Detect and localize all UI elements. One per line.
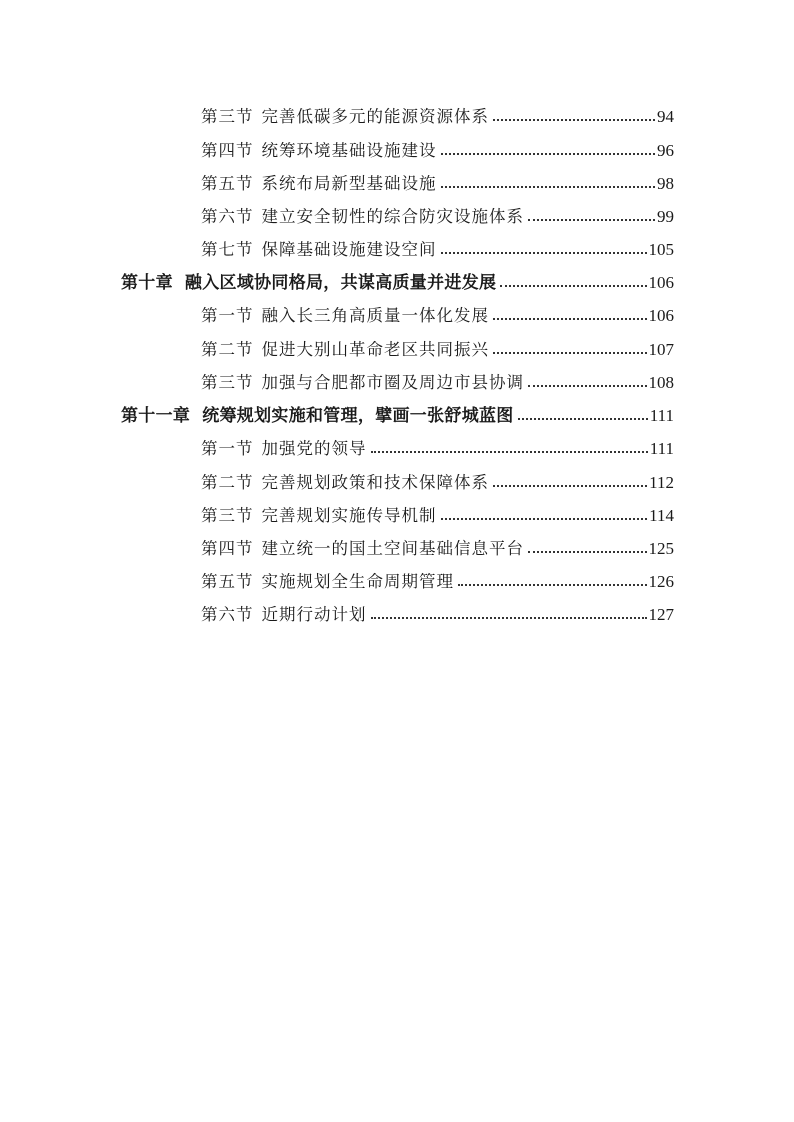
- toc-entry-label: [201, 601, 367, 628]
- toc-entry-number: 第四节: [201, 141, 254, 160]
- toc-entry-number: 第一节: [201, 306, 254, 325]
- dot-leader: [441, 518, 648, 520]
- toc-entry-title: 系统布局新型基础设施: [261, 174, 437, 193]
- toc-entry-number: 第三节: [201, 107, 254, 126]
- dot-leader: [371, 617, 647, 619]
- dot-leader: [371, 451, 648, 453]
- toc-entry-page-number: 106: [648, 306, 674, 325]
- toc-entry-section[interactable]: [201, 366, 674, 396]
- dot-leader: [500, 285, 646, 287]
- toc-entry-number: 第二节: [201, 473, 254, 492]
- dot-leader: [493, 119, 655, 121]
- toc-entry-label: [201, 103, 489, 130]
- toc-entry-title: 实施规划全生命周期管理: [261, 572, 454, 591]
- toc-entry-title: 加强与合肥都市圈及周边市县协调: [261, 373, 524, 392]
- dot-leader: [458, 584, 647, 586]
- toc-entry-label: [201, 236, 437, 263]
- toc-entry-label: [201, 137, 437, 164]
- toc-entry-section[interactable]: [201, 333, 674, 363]
- toc-entry-chapter[interactable]: [121, 399, 674, 429]
- toc-entry-number: 第十一章: [121, 406, 191, 426]
- toc-entry-page-number: 125: [648, 539, 674, 558]
- toc-entry-page-number: 111: [649, 406, 674, 425]
- toc-entry-section[interactable]: [201, 598, 674, 628]
- toc-entry-title: 完善低碳多元的能源资源体系: [261, 107, 489, 126]
- toc-entry-title: 完善规划实施传导机制: [261, 506, 437, 525]
- toc-entry-label: [201, 469, 489, 496]
- toc-entry-section[interactable]: [201, 167, 674, 197]
- toc-entry-page-number: 107: [648, 340, 674, 359]
- dot-leader: [528, 385, 647, 387]
- toc-entry-title: 建立安全韧性的综合防灾设施体系: [261, 207, 524, 226]
- toc-entry-label: [201, 568, 454, 595]
- toc-entry-label: [201, 369, 524, 396]
- toc-entry-title: 加强党的领导: [261, 439, 367, 458]
- toc-entry-number: 第五节: [201, 572, 254, 591]
- toc-entry-section[interactable]: [201, 299, 674, 329]
- toc-entry-number: 第十章: [121, 273, 173, 293]
- toc-entry-section[interactable]: [201, 499, 674, 529]
- toc-entry-page-number: 99: [657, 207, 674, 226]
- toc-entry-title: 完善规划政策和技术保障体系: [261, 473, 489, 492]
- toc-entry-section[interactable]: [201, 466, 674, 496]
- toc-entry-title: 融入区域协同格局，共谋高质量并进发展: [184, 273, 497, 293]
- dot-leader: [518, 418, 648, 420]
- toc-entry-page-number: 127: [648, 605, 674, 624]
- toc-entry-section[interactable]: [201, 100, 674, 130]
- toc-entry-label: [201, 535, 524, 562]
- toc-entry-title: 融入长三角高质量一体化发展: [261, 306, 489, 325]
- toc-entry-title: 建立统一的国土空间基础信息平台: [261, 539, 524, 558]
- toc-entry-number: 第七节: [201, 240, 254, 259]
- toc-entry-page-number: 106: [648, 273, 674, 292]
- toc-entry-page-number: 114: [649, 506, 674, 525]
- toc-entry-label: [201, 435, 367, 462]
- toc-entry-page-number: 112: [649, 473, 674, 492]
- toc-entry-number: 第六节: [201, 605, 254, 624]
- dot-leader: [441, 153, 656, 155]
- dot-leader: [493, 485, 647, 487]
- toc-entry-title: 近期行动计划: [261, 605, 367, 624]
- toc-entry-number: 第三节: [201, 506, 254, 525]
- toc-entry-title: 保障基础设施建设空间: [261, 240, 437, 259]
- toc-entry-page-number: 108: [648, 373, 674, 392]
- toc-entry-page-number: 126: [648, 572, 674, 591]
- toc-entry-label: [201, 170, 437, 197]
- toc-entry-label: [201, 302, 489, 329]
- toc-entry-number: 第四节: [201, 539, 254, 558]
- toc-entry-label: [201, 502, 437, 529]
- toc-entry-number: 第三节: [201, 373, 254, 392]
- toc-entry-page-number: 96: [657, 141, 674, 160]
- toc-entry-number: 第五节: [201, 174, 254, 193]
- toc-entry-title: 统筹规划实施和管理，擘画一张舒城蓝图: [202, 406, 514, 426]
- toc-entry-chapter[interactable]: [121, 266, 674, 296]
- toc-entry-title: 促进大别山革命老区共同振兴: [261, 340, 489, 359]
- toc-entry-number: 第二节: [201, 340, 254, 359]
- toc-entry-number: 第六节: [201, 207, 254, 226]
- toc-entry-section[interactable]: [201, 200, 674, 230]
- toc-entry-number: 第一节: [201, 439, 254, 458]
- toc-entry-label: [201, 336, 489, 363]
- toc-entry-page-number: 111: [649, 439, 674, 458]
- dot-leader: [528, 551, 647, 553]
- toc-entry-section[interactable]: [201, 565, 674, 595]
- toc-entry-title: 统筹环境基础设施建设: [261, 141, 437, 160]
- toc-entry-label: [121, 268, 496, 296]
- toc-entry-label: [121, 401, 514, 429]
- dot-leader: [493, 318, 647, 320]
- dot-leader: [441, 252, 647, 254]
- toc-entry-page-number: 94: [657, 107, 674, 126]
- toc-entry-section[interactable]: [201, 532, 674, 562]
- dot-leader: [528, 219, 655, 221]
- toc-entry-section[interactable]: [201, 233, 674, 263]
- toc-entry-section[interactable]: [201, 134, 674, 164]
- toc-entry-section[interactable]: [201, 432, 674, 462]
- toc-entry-page-number: 98: [657, 174, 674, 193]
- dot-leader: [493, 352, 647, 354]
- dot-leader: [441, 186, 656, 188]
- toc-entry-page-number: 105: [648, 240, 674, 259]
- toc-entry-label: [201, 203, 524, 230]
